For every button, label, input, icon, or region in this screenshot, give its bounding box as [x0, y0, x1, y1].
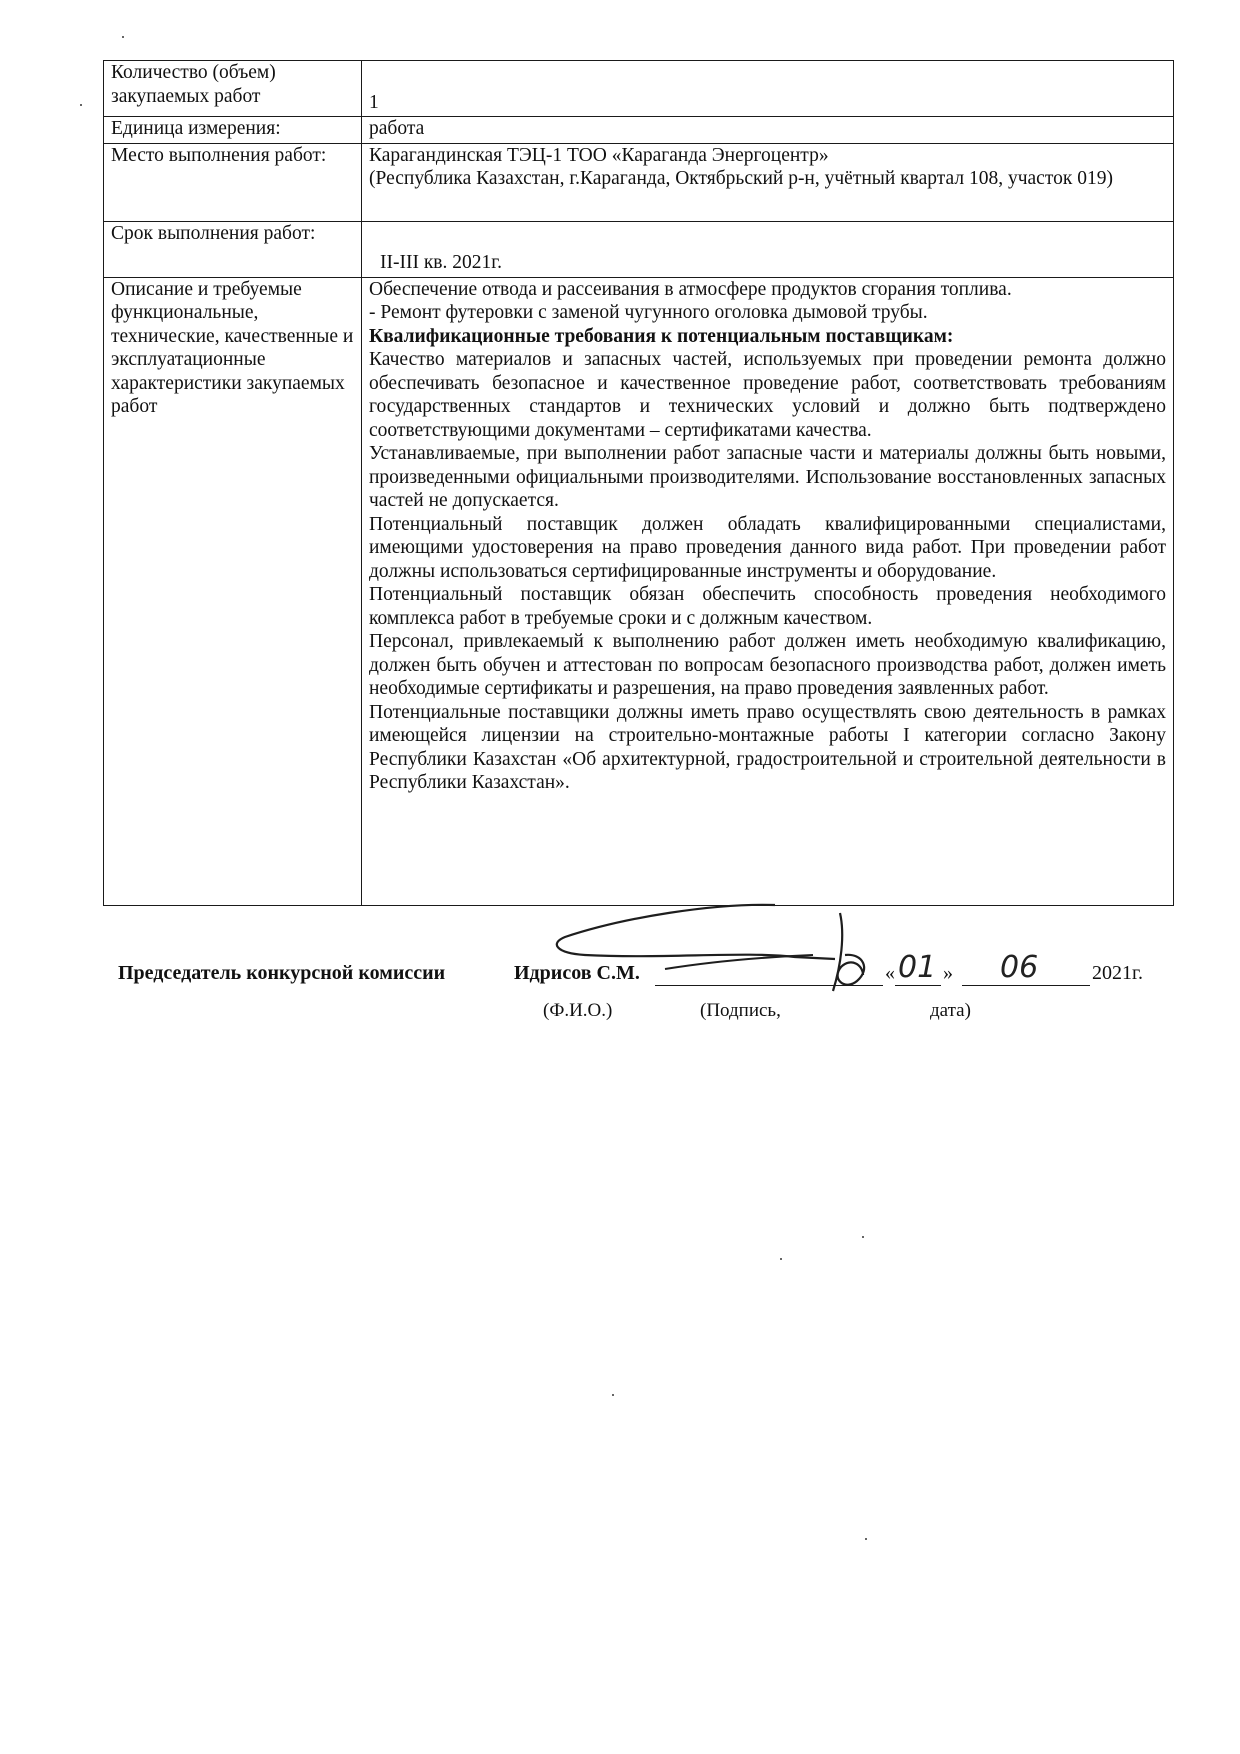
scan-speck [865, 1538, 867, 1540]
date-day-line [895, 985, 941, 986]
scan-speck [80, 104, 82, 106]
table-row [104, 277, 1174, 905]
desc-paragraph: Персонал, привлекаемый к выполнению работ должен иметь необходимую квалификацию, должен быть обучен и аттестован по вопросам безопасного производства работ, должен иметь необходимые сертификаты и разрешения, на право проведения заявленных работ. [369, 631, 1166, 699]
desc-paragraph: Устанавливаемые, при выполнении работ запасные части и материалы должны быть новыми, произведенными официальными производителями. Использование восстановленных запасных частей не допускается. [369, 443, 1166, 511]
scan-speck [862, 1236, 864, 1238]
date-month-line [962, 985, 1090, 986]
date-year: 2021г. [1092, 962, 1143, 984]
signature-line [655, 985, 883, 986]
table-row [104, 61, 1174, 117]
location-label: Место выполнения работ: [104, 143, 362, 221]
caption-date: дата) [930, 1000, 971, 1021]
handwritten-signature [545, 895, 925, 1005]
description-label: Описание и требуемые функциональные, технические, качественные и эксплуатационные характеристики закупаемых работ [104, 277, 362, 905]
desc-paragraph: Потенциальные поставщики должны иметь право осуществлять свою деятельность в рамках имеющейся лицензии на строительно-монтажные работы I категории согласно Закону Республики Казахстан «Об архитектурной, градостроительной и строительной деятельности в Республики Казахстан». [369, 701, 1166, 793]
desc-paragraph: Потенциальный поставщик обязан обеспечить способность проведения необходимого комплекса работ в требуемые сроки и с должным качеством. [369, 584, 1166, 629]
term-value [362, 221, 1174, 277]
desc-paragraph: Потенциальный поставщик должен обладать квалифицированными специалистами, имеющими удостоверения на право проведения данного вида работ. При проведении работ должны использоваться сертифицированные инструменты и оборудование. [369, 513, 1166, 582]
date-close-quote: » [943, 962, 953, 984]
location-value [362, 143, 1174, 221]
specification-table [103, 60, 1174, 906]
table-row [104, 117, 1174, 144]
unit-label: Единица измерения: [104, 117, 362, 144]
location-line-2: (Республика Казахстан, г.Караганда, Октябрьский р-н, учётный квартал 108, участок 019) [369, 168, 1113, 189]
location-line-1: Карагандинская ТЭЦ-1 ТОО «Караганда Энергоцентр» [369, 144, 829, 166]
caption-signature: (Подпись, [700, 1000, 781, 1021]
quantity-label: Количество (объем) закупаемых работ [104, 61, 362, 117]
date-day-handwritten: 01 [898, 950, 937, 985]
table-row [104, 143, 1174, 221]
scan-speck [780, 1258, 782, 1260]
chairman-role: Председатель конкурсной комиссии [118, 962, 446, 984]
chairman-name: Идрисов С.М. [514, 962, 640, 984]
quantity-value-text: 1 [369, 91, 379, 113]
date-month-handwritten: 06 [1000, 950, 1039, 985]
desc-paragraph: Качество материалов и запасных частей, используемых при проведении ремонта должно обеспечивать безопасное и качественное проведение работ, соответствовать требованиям государственных стандартов и технических условий и должно быть подтверждено соответствующими документами – сертификатами качества. [369, 349, 1166, 441]
desc-paragraph: Обеспечение отвода и рассеивания в атмосфере продуктов сгорания топлива. [369, 278, 1012, 300]
caption-fio: (Ф.И.О.) [543, 1000, 613, 1021]
table-row [104, 221, 1174, 277]
term-label: Срок выполнения работ: [104, 221, 362, 277]
scan-speck [122, 36, 124, 38]
quantity-value [362, 61, 1174, 117]
description-value [362, 277, 1174, 905]
desc-paragraph: - Ремонт футеровки с заменой чугунного оголовка дымовой трубы. [369, 302, 928, 323]
scan-speck [612, 1394, 614, 1396]
date-open-quote: « [885, 962, 895, 984]
term-value-text: II-III кв. 2021г. [380, 252, 502, 273]
qualification-heading: Квалификационные требования к потенциальным поставщикам: [369, 325, 954, 347]
unit-value: работа [362, 117, 1174, 144]
